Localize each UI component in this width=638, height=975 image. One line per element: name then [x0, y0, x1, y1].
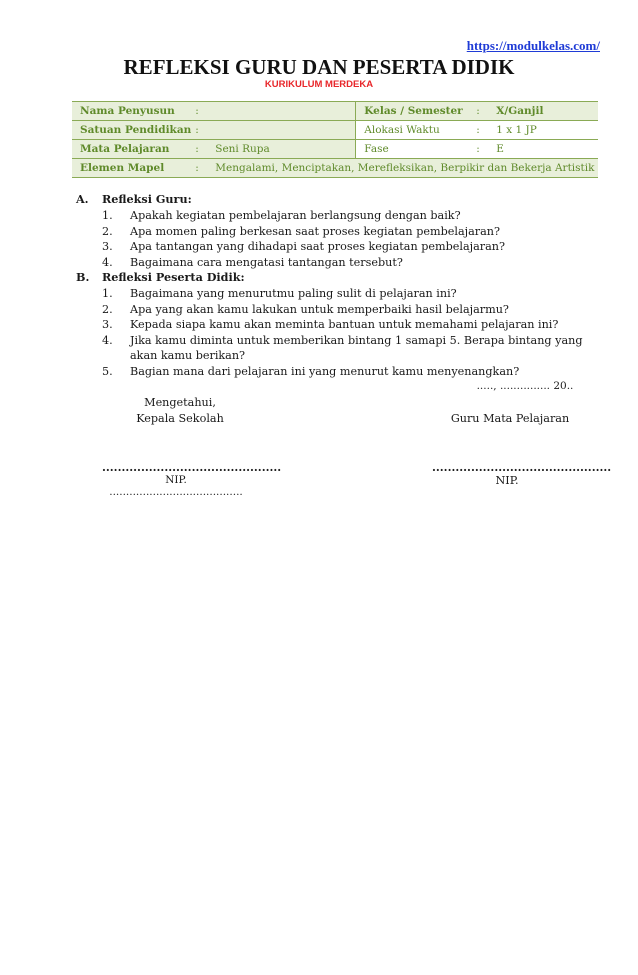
item-text: Apa tantangan yang dihadapi saat proses kegiatan pembelajaran?: [130, 240, 506, 253]
guru-mapel-label: Guru Mata Pelajaran: [450, 412, 570, 425]
section-refleksi-guru: [76, 190, 602, 270]
item-text: Apa yang akan kamu lakukan untuk memperbaiki hasil belajarmu?: [130, 302, 509, 316]
info-row: [72, 140, 598, 159]
item-number: 1.: [102, 209, 113, 222]
info-row: [72, 159, 598, 178]
list-item: [102, 333, 602, 364]
info-colon: :: [191, 102, 207, 121]
section-heading: [76, 268, 602, 286]
item-number: 1.: [102, 287, 113, 300]
item-text: Bagian mana dari pelajaran ini yang menurut kamu menyenangkan?: [130, 364, 520, 378]
section-letter: B.: [76, 270, 90, 284]
page-subtitle: KURIKULUM MERDEKA: [264, 79, 374, 90]
list-item: [102, 302, 602, 318]
info-value-2: E: [488, 140, 598, 159]
info-value-2: X/Ganjil: [488, 102, 598, 121]
info-value: Mengalami, Menciptakan, Merefleksikan, Berpikir dan Bekerja Artistik: [207, 159, 598, 178]
section-title: Refleksi Guru:: [102, 192, 192, 206]
guru-nip: NIP.: [495, 474, 519, 487]
info-value: [207, 121, 356, 140]
section-heading: [76, 190, 602, 208]
kepala-sekolah-label: Kepala Sekolah: [136, 412, 224, 425]
list-item: [102, 364, 602, 380]
info-label-2: Alokasi Waktu: [356, 121, 469, 140]
info-label-2: Fase: [356, 140, 469, 159]
info-colon: :: [191, 140, 207, 159]
item-text: Bagaimana yang menurutmu paling sulit di pelajaran ini?: [130, 287, 457, 300]
item-number: 4.: [102, 333, 113, 347]
item-text: Apakah kegiatan pembelajaran berlangsung dengan baik?: [130, 209, 461, 222]
info-colon: :: [191, 121, 207, 140]
info-row: [72, 121, 598, 140]
info-label-2: Kelas / Semester: [356, 102, 469, 121]
info-table: [72, 101, 598, 178]
item-number: 2.: [102, 302, 113, 316]
info-row: [72, 102, 598, 121]
info-label: Nama Penyusun: [72, 102, 191, 121]
item-number: 5.: [102, 364, 113, 378]
list-item: [102, 317, 602, 333]
info-colon-2: :: [468, 140, 488, 159]
info-colon: :: [191, 159, 207, 178]
item-text: Bagaimana cara mengatasi tantangan tersebut?: [130, 255, 403, 269]
list-item: [102, 239, 602, 255]
info-value-2: 1 x 1 JP: [488, 121, 598, 140]
section-letter: A.: [76, 192, 89, 206]
info-colon-2: :: [468, 102, 488, 121]
info-label: Mata Pelajaran: [72, 140, 191, 159]
kepala-sekolah-name-line: ..............................................: [102, 460, 282, 474]
item-text: Apa momen paling berkesan saat proses kegiatan pembelajaran?: [130, 224, 500, 238]
item-number: 2.: [102, 224, 113, 238]
page-title: REFLEKSI GURU DAN PESERTA DIDIK: [123, 55, 515, 79]
section-refleksi-peserta-didik: [76, 268, 602, 379]
date-line: ....., ............... 20..: [476, 380, 574, 392]
info-label: Elemen Mapel: [72, 159, 191, 178]
info-value: Seni Rupa: [207, 140, 356, 159]
info-value: [207, 102, 356, 121]
list-item: [102, 286, 602, 302]
item-text: Kepada siapa kamu akan meminta bantuan untuk memahami pelajaran ini?: [130, 318, 559, 331]
item-number: 3.: [102, 240, 113, 253]
section-title: Refleksi Peserta Didik:: [102, 270, 245, 284]
info-colon-2: :: [468, 121, 488, 140]
kepala-sekolah-nip: NIP. ........................................: [109, 474, 243, 498]
list-item: [102, 208, 602, 224]
mengetahui-label: Mengetahui,: [144, 396, 216, 409]
guru-name-line: ..............................................: [432, 460, 612, 474]
item-number: 4.: [102, 255, 113, 269]
item-text: Jika kamu diminta untuk memberikan bintang 1 samapi 5. Berapa bintang yang akan kamu berikan?: [130, 333, 583, 362]
website-url[interactable]: https://modulkelas.com/: [466, 38, 600, 53]
list-item: [102, 224, 602, 240]
info-label: Satuan Pendidikan: [72, 121, 191, 140]
item-number: 3.: [102, 318, 113, 331]
